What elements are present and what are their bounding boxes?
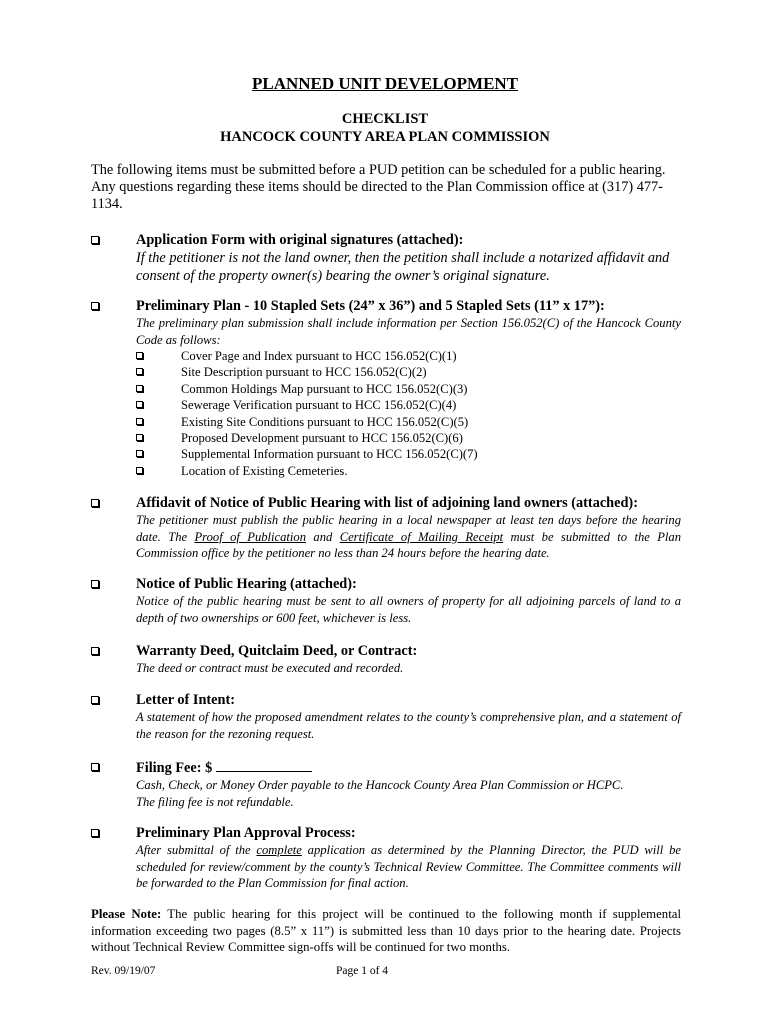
checkbox[interactable]: [91, 696, 99, 704]
checkbox[interactable]: [136, 434, 143, 441]
checkbox[interactable]: [91, 647, 99, 655]
checkbox[interactable]: [91, 236, 99, 244]
list-item: Existing Site Conditions pursuant to HCC 156.052(C)(5): [91, 414, 681, 430]
item-heading: Preliminary Plan - 10 Stapled Sets (24” x 36”) and 5 Stapled Sets (11” x 17”):: [136, 298, 605, 314]
item-description: If the petitioner is not the land owner, then the petition shall include a notarized affidavit and consent of the property owner(s) bearing the owner’s original signature.: [136, 250, 670, 284]
checklist-item-filing-fee: [91, 759, 681, 810]
checkbox[interactable]: [91, 763, 99, 771]
commission-subtitle: HANCOCK COUNTY AREA PLAN COMMISSION: [220, 129, 550, 145]
note-text: The public hearing for this project will be continued to the following month if supplemental information exceeding two pages (8.5” x 11”) is submitted less than 10 days prior to the hearing date. Projects without Technical Review Committee sign-offs will be continued for two months.: [91, 907, 681, 955]
proof-of-publication: Proof of Publication: [194, 529, 307, 544]
complete-underlined: complete: [256, 843, 302, 857]
certificate-of-mailing-receipt: Certificate of Mailing Receipt: [339, 529, 504, 544]
intro-paragraph: The following items must be submitted before a PUD petition can be scheduled for a public hearing. Any questions regarding these items should be directed to the Plan Commission office at (317) 477-1134.: [91, 162, 666, 212]
item-heading: Warranty Deed, Quitclaim Deed, or Contract:: [136, 643, 418, 659]
checkbox[interactable]: [136, 401, 143, 408]
checkbox[interactable]: [136, 450, 143, 457]
checkbox[interactable]: [91, 580, 99, 588]
checkbox[interactable]: [136, 467, 143, 474]
item-heading: Notice of Public Hearing (attached):: [136, 576, 357, 592]
please-note: [91, 906, 681, 956]
checkbox[interactable]: [91, 499, 99, 507]
item-description: Cash, Check, or Money Order payable to the Hancock County Area Plan Commission or HCPC.: [136, 778, 624, 792]
list-item: Cover Page and Index pursuant to HCC 156.052(C)(1): [91, 348, 681, 364]
checkbox[interactable]: [136, 418, 143, 425]
checkbox[interactable]: [136, 368, 143, 375]
item-heading: Application Form with original signatures (attached):: [136, 232, 464, 248]
checklist-item-notice: [91, 576, 681, 626]
page-number: Page 1 of 4: [336, 965, 389, 977]
checklist-subtitle: CHECKLIST: [341, 111, 429, 127]
page-title: PLANNED UNIT DEVELOPMENT: [251, 74, 519, 93]
checkbox[interactable]: [91, 829, 99, 837]
item-description: After submittal of the complete application as determined by the Planning Director, the PUD will be scheduled for review/comment by the county’s Technical Review Committee. The Committee comments will be forwarded to the Plan Commission for final action.: [136, 843, 681, 890]
checklist-item-application: [91, 232, 681, 285]
checklist-item-deed: [91, 643, 681, 677]
list-item: Sewerage Verification pursuant to HCC 156.052(C)(4): [91, 397, 681, 413]
item-heading: Letter of Intent:: [136, 692, 235, 708]
item-description: Notice of the public hearing must be sent to all owners of property for all adjoining parcels of land to a depth of two ownerships or 600 feet, whichever is less.: [136, 594, 681, 625]
checklist-item-approval-process: [91, 825, 681, 892]
item-heading: Affidavit of Notice of Public Hearing with list of adjoining land owners (attached):: [136, 495, 638, 511]
checklist-item-letter-of-intent: [91, 692, 681, 742]
checkbox[interactable]: [91, 302, 99, 310]
item-description: The petitioner must publish the public hearing in a local newspaper at least ten days before the hearing date. The Proof of Publication and Certificate of Mailing Receipt must be submitted to the Plan Commission office by the petitioner no less than 24 hours before the hearing date.: [136, 513, 682, 560]
revision-date: Rev. 09/19/07: [91, 965, 156, 977]
item-heading: Preliminary Plan Approval Process:: [136, 825, 356, 841]
item-heading: Filing Fee: $: [136, 759, 681, 777]
checkbox[interactable]: [136, 352, 143, 359]
item-description-2: The filing fee is not refundable.: [136, 794, 294, 809]
checkbox[interactable]: [136, 385, 143, 392]
list-item: Supplemental Information pursuant to HCC 156.052(C)(7): [91, 446, 681, 462]
list-item: Common Holdings Map pursuant to HCC 156.052(C)(3): [91, 381, 681, 397]
checklist-item-affidavit: [91, 495, 681, 562]
list-item: Site Description pursuant to HCC 156.052(C)(2): [91, 364, 681, 380]
list-item: Location of Existing Cemeteries.: [91, 463, 681, 479]
item-description: The preliminary plan submission shall include information per Section 156.052(C) of the Hancock County Code as follows:: [136, 316, 681, 347]
list-item: Proposed Development pursuant to HCC 156.052(C)(6): [91, 430, 681, 446]
item-description: A statement of how the proposed amendment relates to the county’s comprehensive plan, and a statement of the reason for the rezoning request.: [136, 710, 681, 741]
checklist-item-preliminary-plan: [91, 298, 681, 479]
fee-blank-line[interactable]: [216, 759, 312, 772]
item-description: The deed or contract must be executed and recorded.: [136, 661, 404, 675]
note-label: Please Note:: [91, 907, 162, 921]
